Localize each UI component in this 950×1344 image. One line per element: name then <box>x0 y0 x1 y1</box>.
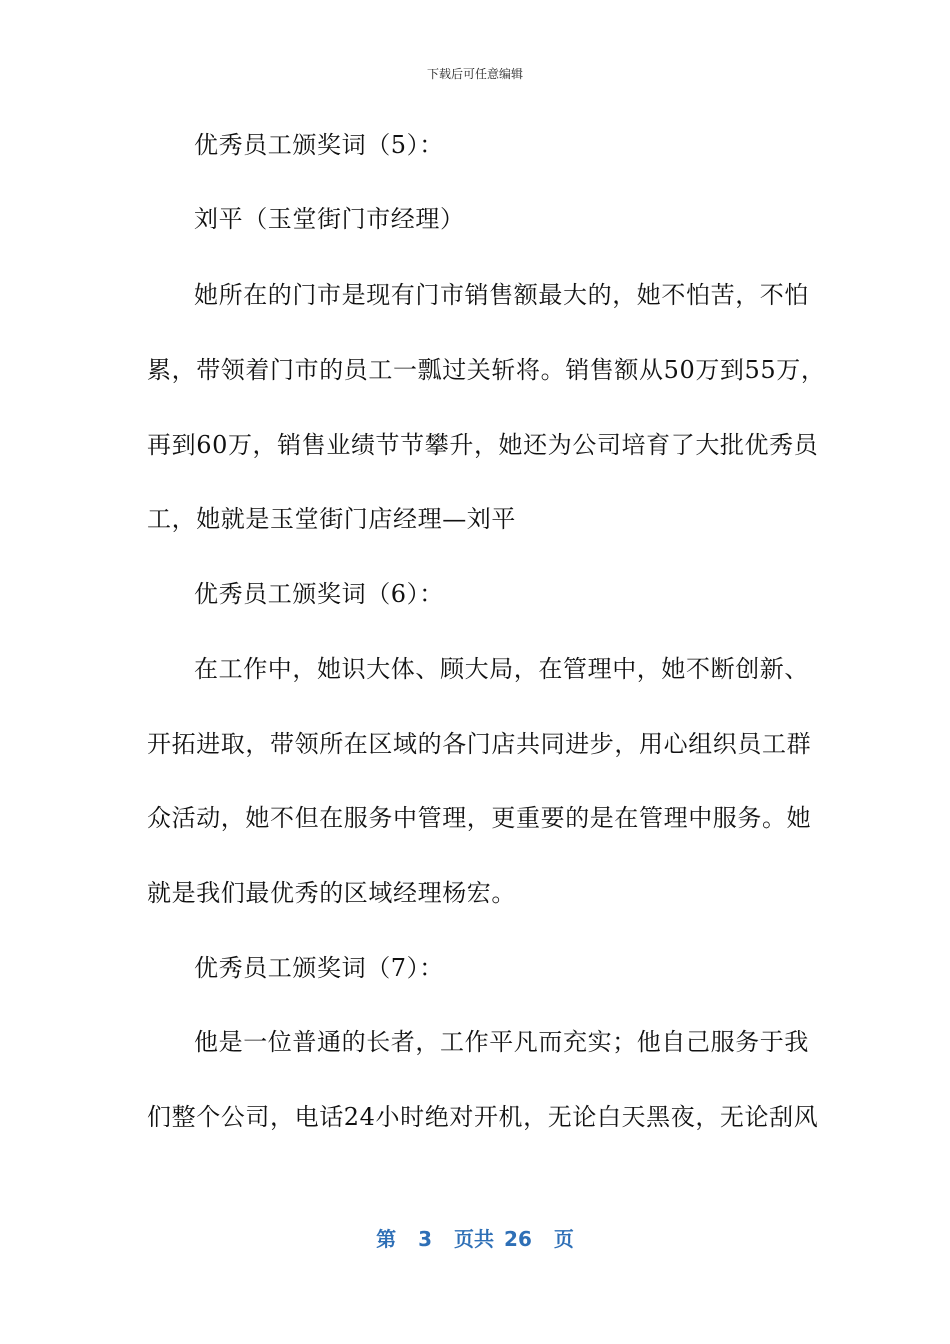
paragraph-line: 众活动，她不但在服务中管理，更重要的是在管理中服务。她 <box>147 804 812 832</box>
footer-suffix: 页 <box>553 1227 574 1251</box>
paragraph-line: 开拓进取，带领所在区域的各门店共同进步，用心组织员工群 <box>147 730 812 758</box>
page-header-note: 下载后可任意编辑 <box>426 67 523 81</box>
paragraph-line: 们整个公司，电话24小时绝对开机，无论白天黑夜，无论刮风 <box>147 1103 819 1131</box>
paragraph-line: 他是一位普通的长者，工作平凡而充实；他自己服务于我 <box>194 1028 809 1056</box>
paragraph-line: 工，她就是玉堂街门店经理—刘平 <box>147 505 516 533</box>
footer-middle: 页共 <box>454 1227 495 1251</box>
footer-current-page: 3 <box>418 1227 433 1251</box>
subheading-liu-ping: 刘平（玉堂街门市经理） <box>194 205 465 233</box>
paragraph-line: 在工作中，她识大体、顾大局，在管理中，她不断创新、 <box>194 655 809 683</box>
paragraph-line: 她所在的门市是现有门市销售额最大的，她不怕苦，不怕 <box>194 281 809 309</box>
footer-prefix: 第 <box>376 1227 397 1251</box>
paragraph-line: 再到60万，销售业绩节节攀升，她还为公司培育了大批优秀员 <box>147 431 819 459</box>
section-heading-6: 优秀员工颁奖词（6）： <box>194 580 444 608</box>
paragraph-line: 累，带领着门市的员工一瓢过关斩将。销售额从50万到55万， <box>147 356 826 384</box>
section-heading-7: 优秀员工颁奖词（7）： <box>194 954 444 982</box>
page-number-footer <box>0 1226 950 1252</box>
footer-total-pages: 26 <box>504 1227 532 1251</box>
paragraph-line: 就是我们最优秀的区域经理杨宏。 <box>147 879 516 907</box>
section-heading-5: 优秀员工颁奖词（5）： <box>194 131 444 159</box>
